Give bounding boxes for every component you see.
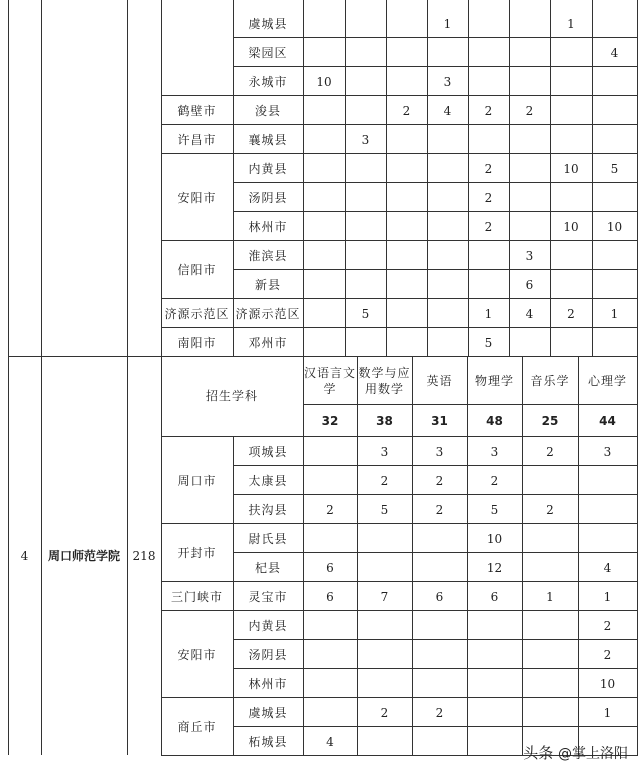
table-cell: 3 bbox=[443, 74, 452, 89]
table-cell: 10 bbox=[316, 74, 332, 89]
county-name: 林州市 bbox=[248, 676, 288, 691]
table-cell: 2 bbox=[484, 190, 493, 205]
county-name: 梁园区 bbox=[248, 45, 288, 60]
county-name: 虞城县 bbox=[248, 16, 288, 31]
watermark-handle: @掌上洛阳 bbox=[558, 746, 628, 762]
table-cell: 4 bbox=[326, 734, 334, 749]
grid-line bbox=[233, 610, 638, 611]
table-cell: 2 bbox=[603, 618, 612, 633]
subject-name: 英语 bbox=[426, 374, 453, 388]
grid-line bbox=[161, 153, 234, 154]
grid-line bbox=[161, 610, 234, 611]
subject-total: 31 bbox=[431, 414, 448, 428]
table-cell: 1 bbox=[603, 589, 612, 604]
table-cell: 4 bbox=[443, 103, 452, 118]
grid-line bbox=[161, 0, 162, 356]
county-name: 柘城县 bbox=[248, 734, 288, 749]
county-name: 汤阴县 bbox=[248, 190, 288, 205]
grid-line bbox=[161, 240, 234, 241]
table-cell: 2 bbox=[435, 473, 444, 488]
grid-line bbox=[233, 327, 638, 328]
subject-total: 25 bbox=[541, 414, 559, 428]
county-name: 浚县 bbox=[254, 103, 282, 118]
city-name: 南阳市 bbox=[177, 335, 217, 350]
table-cell: 3 bbox=[603, 444, 612, 459]
subject-header: 招生学科 bbox=[205, 389, 259, 403]
grid-line bbox=[233, 726, 638, 727]
grid-line bbox=[161, 697, 234, 698]
grid-line bbox=[161, 755, 234, 756]
grid-line bbox=[161, 124, 234, 125]
table-cell: 6 bbox=[326, 560, 334, 575]
table-cell: 2 bbox=[326, 502, 334, 517]
table-cell: 1 bbox=[484, 306, 493, 321]
county-name: 扶沟县 bbox=[248, 502, 288, 517]
county-name: 邓州市 bbox=[248, 335, 288, 350]
table-cell: 5 bbox=[484, 335, 493, 350]
table-cell: 3 bbox=[361, 132, 370, 147]
grid-line bbox=[8, 356, 638, 357]
table-cell: 10 bbox=[599, 676, 616, 691]
grid-line bbox=[522, 356, 523, 755]
grid-line bbox=[637, 0, 638, 356]
grid-line bbox=[161, 523, 234, 524]
grid-line bbox=[161, 581, 234, 582]
grid-line bbox=[509, 0, 510, 356]
table-cell: 2 bbox=[435, 705, 444, 720]
table-cell: 3 bbox=[435, 444, 444, 459]
grid-line bbox=[357, 356, 358, 755]
grid-line bbox=[233, 211, 638, 212]
table-cell: 5 bbox=[490, 502, 499, 517]
grid-line bbox=[592, 0, 593, 356]
table-cell: 5 bbox=[610, 161, 619, 176]
table-cell: 5 bbox=[380, 502, 389, 517]
subject-name: 数学与应用数学 bbox=[358, 366, 411, 396]
grid-line bbox=[161, 298, 234, 299]
grid-line bbox=[233, 124, 638, 125]
grid-line bbox=[637, 356, 638, 755]
table-cell: 6 bbox=[525, 277, 534, 292]
table-cell: 2 bbox=[603, 647, 612, 662]
county-name: 内黄县 bbox=[248, 161, 288, 176]
grid-line bbox=[161, 356, 162, 755]
grid-line bbox=[233, 581, 638, 582]
grid-line bbox=[41, 0, 42, 356]
county-name: 林州市 bbox=[248, 219, 288, 234]
table-cell: 6 bbox=[490, 589, 499, 604]
subject-total: 44 bbox=[599, 414, 616, 428]
table-cell: 10 bbox=[486, 531, 503, 546]
grid-line bbox=[386, 0, 387, 356]
grid-line bbox=[468, 0, 469, 356]
table-cell: 2 bbox=[435, 502, 444, 517]
subject-total: 38 bbox=[376, 414, 393, 428]
subject-name: 心理学 bbox=[587, 374, 628, 388]
grid-line bbox=[127, 0, 128, 356]
table-cell: 6 bbox=[326, 589, 334, 604]
table-cell: 4 bbox=[610, 45, 619, 60]
table-cell: 10 bbox=[563, 161, 579, 176]
county-name: 永城市 bbox=[248, 74, 288, 89]
subject-total: 32 bbox=[321, 414, 339, 428]
table-cell: 1 bbox=[610, 306, 619, 321]
grid-line bbox=[233, 153, 638, 154]
city-name: 济源示范区 bbox=[164, 306, 230, 321]
county-name: 尉氏县 bbox=[248, 531, 288, 546]
grid-line bbox=[233, 66, 638, 67]
city-name: 许昌市 bbox=[177, 132, 217, 147]
table-cell: 2 bbox=[525, 103, 534, 118]
city-name: 商丘市 bbox=[177, 720, 217, 734]
county-name: 杞县 bbox=[254, 560, 282, 575]
county-name: 灵宝市 bbox=[248, 589, 288, 604]
grid-line bbox=[233, 494, 638, 495]
grid-line bbox=[233, 523, 638, 524]
city-name: 周口市 bbox=[177, 473, 217, 488]
grid-line bbox=[233, 269, 638, 270]
county-name: 淮滨县 bbox=[248, 248, 288, 263]
subject-name: 物理学 bbox=[474, 374, 515, 388]
city-name: 信阳市 bbox=[177, 263, 217, 277]
table-cell: 1 bbox=[443, 16, 452, 31]
table-cell: 2 bbox=[484, 219, 493, 234]
table-cell: 2 bbox=[567, 306, 575, 321]
city-name: 安阳市 bbox=[177, 647, 217, 662]
county-name: 虞城县 bbox=[248, 705, 288, 720]
grid-line bbox=[41, 356, 42, 755]
grid-line bbox=[233, 240, 638, 241]
table-cell: 1 bbox=[603, 705, 612, 720]
county-name: 襄城县 bbox=[248, 132, 288, 147]
grid-line bbox=[427, 0, 428, 356]
table-cell: 7 bbox=[380, 589, 389, 604]
grid-line bbox=[233, 465, 638, 466]
grid-line bbox=[233, 298, 638, 299]
table-cell: 2 bbox=[402, 103, 411, 118]
grid-line bbox=[412, 356, 413, 755]
county-name: 济源示范区 bbox=[235, 306, 301, 321]
grid-line bbox=[550, 0, 551, 356]
county-name: 汤阴县 bbox=[248, 647, 288, 662]
county-name: 项城县 bbox=[248, 444, 288, 459]
grid-line bbox=[233, 182, 638, 183]
table-cell: 10 bbox=[563, 219, 579, 234]
grid-line bbox=[303, 404, 638, 405]
grid-line bbox=[8, 356, 9, 755]
row-index: 4 bbox=[20, 548, 29, 563]
grid-line bbox=[467, 356, 468, 755]
grid-line bbox=[233, 95, 638, 96]
watermark-prefix: 头条 bbox=[523, 744, 554, 762]
watermark bbox=[523, 742, 628, 763]
table-cell: 3 bbox=[380, 444, 389, 459]
county-name: 新县 bbox=[254, 277, 282, 292]
table-cell: 4 bbox=[525, 306, 534, 321]
table-cell: 2 bbox=[484, 161, 493, 176]
table-cell: 1 bbox=[546, 589, 554, 604]
city-name: 开封市 bbox=[177, 546, 217, 560]
grid-line bbox=[303, 0, 304, 356]
table-cell: 3 bbox=[490, 444, 499, 459]
grid-line bbox=[233, 436, 234, 755]
grid-line bbox=[303, 356, 304, 755]
grid-line bbox=[233, 37, 638, 38]
table-cell: 6 bbox=[435, 589, 444, 604]
table-cell: 2 bbox=[380, 473, 389, 488]
subject-name: 音乐学 bbox=[530, 374, 570, 388]
table-cell: 10 bbox=[606, 219, 623, 234]
grid-line bbox=[578, 356, 579, 755]
grid-line bbox=[233, 0, 234, 356]
table-cell: 2 bbox=[546, 502, 554, 517]
county-name: 内黄县 bbox=[248, 618, 288, 633]
grid-line bbox=[161, 95, 234, 96]
grid-line bbox=[233, 552, 638, 553]
subject-total: 48 bbox=[486, 414, 503, 428]
subject-name: 汉语言文学 bbox=[304, 366, 357, 396]
grid-line bbox=[345, 0, 346, 356]
table-cell: 2 bbox=[484, 103, 493, 118]
city-name: 鹤壁市 bbox=[177, 103, 217, 118]
table-cell: 4 bbox=[603, 560, 612, 575]
school-total: 218 bbox=[132, 548, 156, 563]
grid-line bbox=[233, 639, 638, 640]
grid-line bbox=[8, 0, 9, 356]
table-cell: 5 bbox=[361, 306, 370, 321]
table-cell: 2 bbox=[546, 444, 554, 459]
table-cell: 2 bbox=[490, 473, 499, 488]
table-cell: 3 bbox=[525, 248, 534, 263]
table-cell: 1 bbox=[567, 16, 575, 31]
city-name: 安阳市 bbox=[177, 190, 217, 205]
city-name: 三门峡市 bbox=[170, 589, 224, 604]
county-name: 太康县 bbox=[248, 473, 288, 488]
table-cell: 2 bbox=[380, 705, 389, 720]
school-name: 周口师范学院 bbox=[47, 548, 121, 563]
grid-line bbox=[161, 327, 234, 328]
table-cell: 12 bbox=[486, 560, 503, 575]
grid-line bbox=[233, 697, 638, 698]
grid-line bbox=[233, 668, 638, 669]
grid-line bbox=[127, 356, 128, 755]
